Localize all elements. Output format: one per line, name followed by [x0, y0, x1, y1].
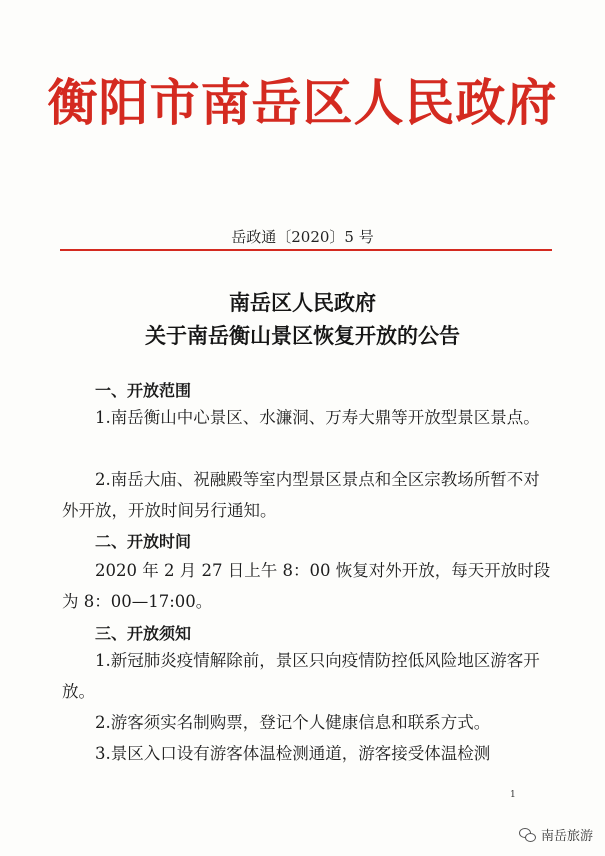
wechat-icon	[519, 827, 537, 843]
paragraph-notes-3: 3.景区入口设有游客体温检测通道，游客接受体温检测	[95, 744, 491, 763]
notice-title-line2: 关于南岳衡山景区恢复开放的公告	[145, 323, 460, 348]
notice-title-line1: 南岳区人民政府	[229, 290, 376, 315]
section-heading-scope: 一、开放范围	[95, 381, 192, 400]
document-number: 岳政通〔2020〕5 号	[231, 228, 374, 246]
page-number: 1	[510, 790, 516, 800]
account-watermark	[519, 825, 593, 844]
red-divider-line	[60, 249, 552, 251]
watermark-text: 南岳旅游	[540, 829, 593, 844]
section-heading-time: 二、开放时间	[95, 532, 192, 551]
paragraph-scope-1: 1.南岳衡山中心景区、水濂洞、万寿大鼎等开放型景区景点。	[95, 408, 540, 427]
issuer-header-title: 衡阳市南岳区人民政府	[47, 73, 558, 132]
paragraph-notes-2: 2.游客须实名制购票，登记个人健康信息和联系方式。	[95, 713, 491, 732]
paragraph-time-1: 2020 年 2 月 27 日上午 8：00 恢复对外开放，每天开放时段为 8：00—17:00。	[62, 561, 551, 611]
paragraph-notes-1: 1.新冠肺炎疫情解除前，景区只向疫情防控低风险地区游客开放。	[62, 651, 540, 701]
section-heading-notes: 三、开放须知	[95, 624, 192, 643]
paragraph-scope-2: 2.南岳大庙、祝融殿等室内型景区景点和全区宗教场所暂不对外开放，开放时间另行通知。	[62, 470, 540, 520]
